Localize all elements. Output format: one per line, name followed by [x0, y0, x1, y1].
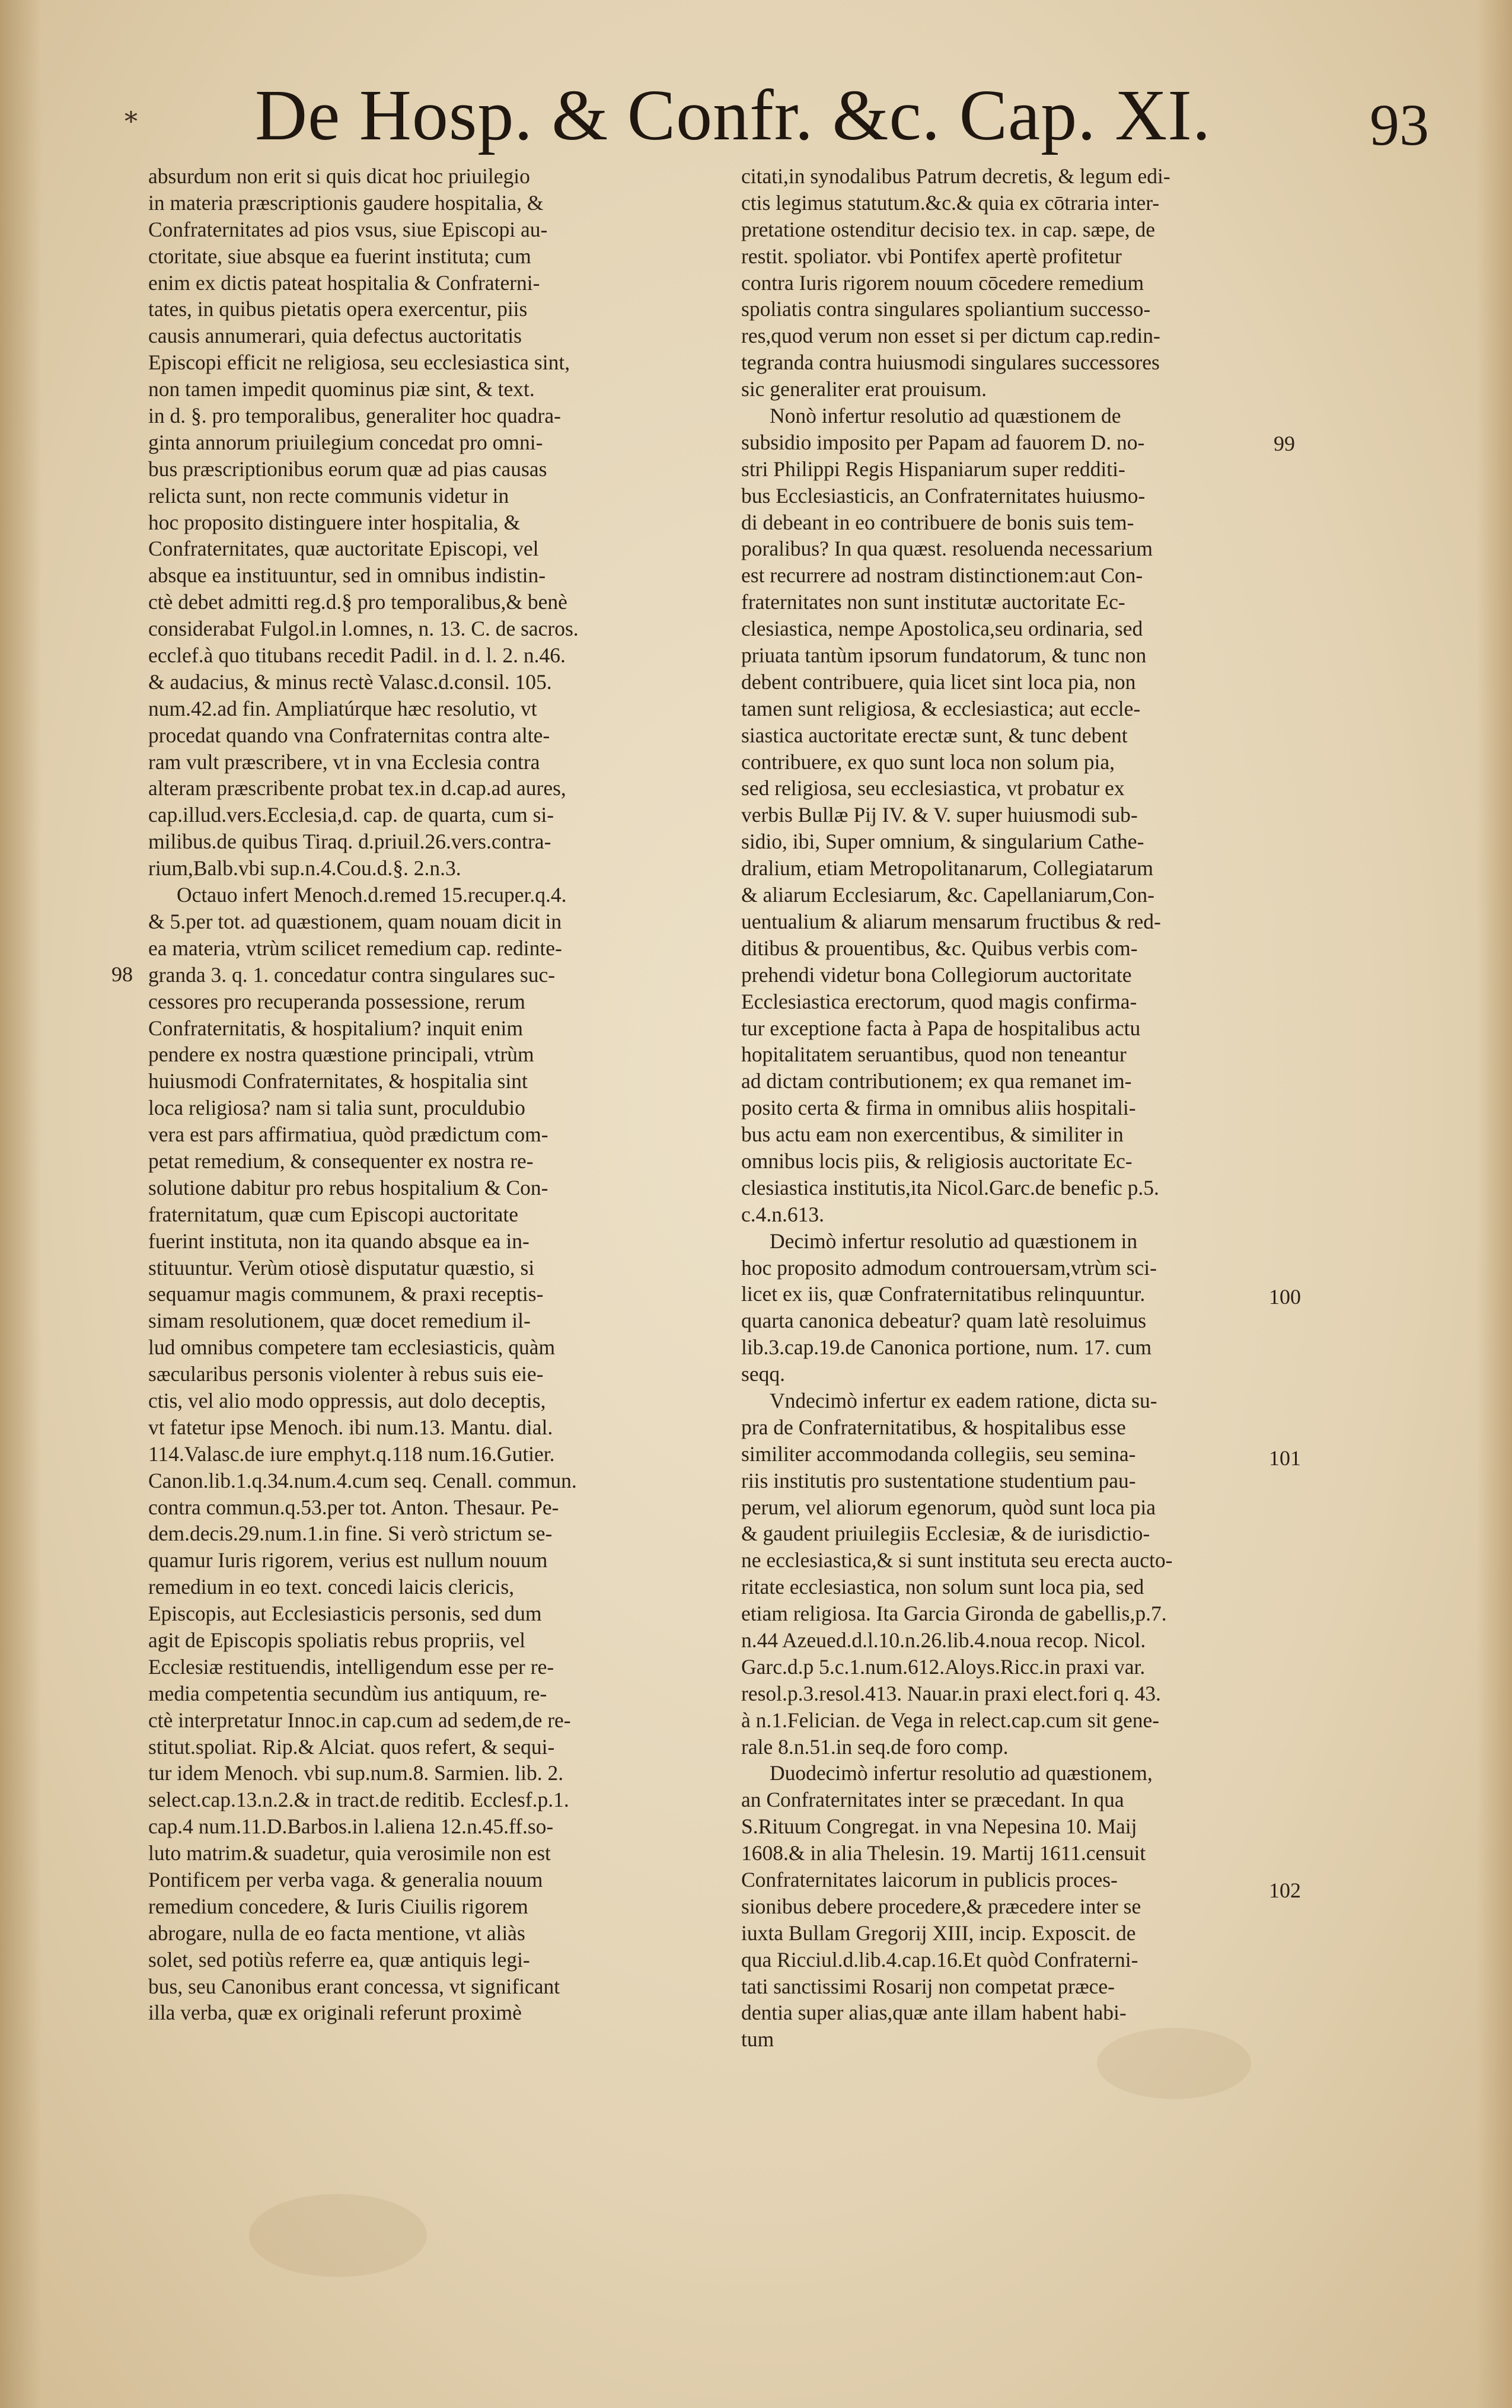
text-line: Episcopi efficit ne religiosa, seu ecclesiastica sint, — [148, 350, 570, 375]
text-line: remedium in eo text. concedi laicis clericis, — [148, 1575, 515, 1599]
text-line: ginta annorum priuilegium concedat pro omni- — [148, 430, 543, 454]
text-line: sequamur magis communem, & praxi receptis- — [148, 1282, 544, 1306]
text-line: enim ex dictis pateat hospitalia & Confraterni- — [148, 270, 540, 295]
text-line: lib.3.cap.19.de Canonica portione, num. 17. cum — [741, 1335, 1152, 1360]
running-title: De Hosp. & Confr. &c. Cap. XI. — [255, 75, 1211, 155]
page-shadow-left — [0, 0, 42, 2408]
text-line: ctè interpretatur Innoc.in cap.cum ad sedem,de re- — [148, 1708, 571, 1732]
text-line: procedat quando vna Confraternitas contra alte- — [148, 723, 550, 747]
text-line: loca religiosa? nam si talia sunt, proculdubio — [148, 1096, 525, 1120]
page-header — [119, 74, 1435, 163]
text-line: sidio, ibi, Super omnium, & singularium Cathe- — [741, 830, 1144, 854]
text-line: ad dictam contributionem; ex qua remanet im- — [741, 1069, 1132, 1093]
text-line: Confraternitatis, & hospitalium? inquit enim — [148, 1016, 523, 1040]
text-line: Nonò infertur resolutio ad quæstionem de — [770, 404, 1121, 428]
text-line: huiusmodi Confraternitates, & hospitalia sint — [148, 1069, 528, 1093]
text-line: ram vult præscribere, vt in vna Ecclesia contra — [148, 749, 540, 774]
text-line: dem.decis.29.num.1.in fine. Si verò strictum se- — [148, 1522, 553, 1546]
text-line: milibus.de quibus Tiraq. d.priuil.26.vers.contra- — [148, 830, 551, 854]
marginal-number-102: 102 — [1269, 1878, 1301, 1902]
text-line: seqq. — [741, 1362, 785, 1386]
text-line: in materia præscriptionis gaudere hospitalia, & — [148, 190, 544, 215]
page-number: 93 — [1370, 92, 1429, 158]
text-line: c.4.n.613. — [741, 1202, 825, 1226]
text-line: tati sanctissimi Rosarij non competat præce- — [741, 1974, 1115, 1998]
text-line: sic generaliter erat prouisum. — [741, 377, 987, 401]
text-line: Canon.lib.1.q.34.num.4.cum seq. Cenall. commun. — [148, 1468, 577, 1492]
page-shadow-right — [1476, 0, 1512, 2408]
text-line: spoliatis contra singulares spoliantium successo- — [741, 297, 1151, 321]
text-line: uentualium & aliarum mensarum fructibus & red- — [741, 909, 1161, 933]
text-line: stituuntur. Verùm otiosè disputatur quæstio, si — [148, 1255, 535, 1280]
text-line: ditibus & prouentibus, &c. Quibus verbis com- — [741, 936, 1138, 960]
text-line: Decimò infertur resolutio ad quæstionem in — [770, 1229, 1138, 1253]
text-line: absurdum non erit si quis dicat hoc priuilegio — [148, 164, 530, 188]
text-line: hopitalitatem seruantibus, quod non teneantur — [741, 1042, 1127, 1067]
text-line: hoc proposito distinguere inter hospitalia, & — [148, 510, 521, 534]
text-line: tum — [741, 2027, 774, 2052]
text-line: illa verba, quæ ex originali referunt proximè — [148, 2001, 522, 2025]
text-line: ea materia, vtrùm scilicet remedium cap. redinte- — [148, 936, 562, 960]
left-text-column — [148, 163, 670, 2026]
text-line: Confraternitates ad pios vsus, siue Episcopi au- — [148, 217, 548, 241]
text-line: fuerint instituta, non ita quando absque ea in- — [148, 1229, 529, 1253]
text-line: etiam religiosa. Ita Garcia Gironda de gabellis,p.7. — [741, 1602, 1167, 1626]
text-line: clesiastica, nempe Apostolica,seu ordinaria, sed — [741, 617, 1143, 641]
text-line: à n.1.Felician. de Vega in relect.cap.cum sit gene- — [741, 1708, 1160, 1732]
text-line: non tamen impedit quominus piæ sint, & text. — [148, 377, 535, 401]
text-line: sæcularibus personis violenter à rebus suis eie- — [148, 1362, 544, 1386]
text-line: pendere ex nostra quæstione principali, vtrùm — [148, 1042, 534, 1067]
text-line: priuata tantùm ipsorum fundatorum, & tunc non — [741, 643, 1147, 668]
text-line: an Confraternitates inter se præcedant. In qua — [741, 1788, 1124, 1812]
text-line: bus præscriptionibus eorum quæ ad pias causas — [148, 457, 547, 481]
text-line: dralium, etiam Metropolitanarum, Collegiatarum — [741, 856, 1154, 881]
text-line: vera est pars affirmatiua, quòd prædictum com- — [148, 1122, 548, 1147]
text-line: bus actu eam non exercentibus, & similiter in — [741, 1122, 1124, 1147]
text-line: alteram præscribente probat tex.in d.cap.ad aures, — [148, 776, 566, 800]
marginal-number-98: 98 — [111, 962, 133, 986]
text-line: & 5.per tot. ad quæstionem, quam nouam dicit in — [148, 909, 562, 933]
text-line: n.44 Azeued.d.l.10.n.26.lib.4.noua recop. Nicol. — [741, 1628, 1146, 1652]
text-line: ctoritate, siue absque ea fuerint instituta; cum — [148, 244, 531, 268]
text-line: Pontificem per verba vaga. & generalia nouum — [148, 1868, 543, 1892]
text-line: hoc proposito admodum controuersam,vtrùm sci- — [741, 1255, 1157, 1280]
text-line: tur exceptione facta à Papa de hospitalibus actu — [741, 1016, 1141, 1040]
text-line: bus, seu Canonibus erant concessa, vt significant — [148, 1974, 560, 1998]
text-line: cap.4 num.11.D.Barbos.in l.aliena 12.n.45.ff.so- — [148, 1814, 554, 1839]
text-line: considerabat Fulgol.in l.omnes, n. 13. C. de sacros. — [148, 617, 579, 641]
text-line: & aliarum Ecclesiarum, &c. Capellaniarum,Con- — [741, 883, 1154, 907]
text-line: quarta canonica debeatur? quam latè resoluimus — [741, 1309, 1147, 1333]
text-line: & audacius, & minus rectè Valasc.d.consil. 105. — [148, 669, 552, 694]
text-line: petat remedium, & consequenter ex nostra re- — [148, 1149, 534, 1173]
text-line: agit de Episcopis spoliatis rebus propriis, vel — [148, 1628, 525, 1652]
text-line: Confraternitates laicorum in publicis proces- — [741, 1868, 1118, 1892]
text-line: di debeant in eo contribuere de bonis suis tem- — [741, 510, 1134, 534]
text-line: bus Ecclesiasticis, an Confraternitates huiusmo- — [741, 483, 1146, 508]
text-line: cessores pro recuperanda possessione, rerum — [148, 989, 525, 1013]
text-line: remedium concedere, & Iuris Ciuilis rigorem — [148, 1894, 528, 1918]
text-line: relicta sunt, non recte communis videtur in — [148, 483, 509, 508]
text-line: pra de Confraternitatibus, & hospitalibus esse — [741, 1415, 1126, 1439]
text-line: ritate ecclesiastica, non solum sunt loca pia, sed — [741, 1575, 1144, 1599]
star-mark: * — [125, 107, 138, 137]
text-line: poralibus? In qua quæst. resoluenda necessarium — [741, 537, 1153, 561]
text-line: subsidio imposito per Papam ad fauorem D. no- — [741, 430, 1145, 454]
text-line: Episcopis, aut Ecclesiasticis personis, sed dum — [148, 1602, 542, 1626]
text-line: vt fatetur ipse Menoch. ibi num.13. Mantu. dial. — [148, 1415, 553, 1439]
text-line: posito certa & firma in omnibus aliis hospitali- — [741, 1096, 1136, 1120]
text-line: rium,Balb.vbi sup.n.4.Cou.d.§. 2.n.3. — [148, 856, 461, 881]
text-line: luto matrim.& suadetur, quia verosimile non est — [148, 1841, 551, 1865]
text-line: & gaudent priuilegiis Ecclesiæ, & de iurisdictio- — [741, 1522, 1150, 1546]
text-line: est recurrere ad nostram distinctionem:aut Con- — [741, 563, 1143, 588]
text-line: fraternitates non sunt institutæ auctoritate Ec- — [741, 590, 1125, 614]
text-line: cap.illud.vers.Ecclesia,d. cap. de quarta, cum si- — [148, 803, 554, 827]
text-line: 1608.& in alia Thelesin. 19. Martij 1611.censuit — [741, 1841, 1146, 1865]
text-line: Octauo infert Menoch.d.remed 15.recuper.q.4. — [177, 883, 567, 907]
text-line: abrogare, nulla de eo facta mentione, vt aliàs — [148, 1921, 525, 1945]
text-line: clesiastica institutis,ita Nicol.Garc.de benefic p.5. — [741, 1175, 1159, 1200]
right-text-column — [741, 163, 1263, 2053]
text-line: similiter accommodanda collegiis, seu semina- — [741, 1441, 1136, 1466]
text-line: absque ea instituuntur, sed in omnibus indistin- — [148, 563, 546, 588]
text-line: tates, in quibus pietatis opera exercentur, piis — [148, 297, 528, 321]
text-line: iuxta Bullam Gregorij XIII, incip. Exposcit. de — [741, 1921, 1136, 1945]
text-line: omnibus locis piis, & religiosis auctoritate Ec- — [741, 1149, 1133, 1173]
text-line: Ecclesiastica erectorum, quod magis confirma- — [741, 989, 1137, 1013]
text-line: quamur Iuris rigorem, verius est nullum nouum — [148, 1548, 548, 1573]
text-line: lud omnibus competere tam ecclesiasticis, quàm — [148, 1335, 556, 1360]
text-line: dentia super alias,quæ ante illam habent habi- — [741, 2001, 1127, 2025]
text-line: ctis legimus statutum.&c.& quia ex cōtraria inter- — [741, 190, 1160, 215]
paper-stain — [249, 2194, 427, 2277]
text-line: sionibus debere procedere,& præcedere inter se — [741, 1894, 1141, 1918]
text-line: solet, sed potiùs referre ea, quæ antiquis legi- — [148, 1947, 530, 1972]
text-line: prehendi videtur bona Collegiorum auctoritate — [741, 962, 1132, 987]
text-line: rale 8.n.51.in seq.de foro comp. — [741, 1734, 1009, 1759]
marginal-number-101: 101 — [1269, 1446, 1301, 1470]
marginal-number-100: 100 — [1269, 1285, 1301, 1309]
text-line: stri Philippi Regis Hispaniarum super redditi- — [741, 457, 1125, 481]
text-line: contribuere, ex quo sunt loca non solum pia, — [741, 749, 1115, 774]
text-line: citati,in synodalibus Patrum decretis, & legum edi- — [741, 164, 1170, 188]
text-line: select.cap.13.n.2.& in tract.de reditib. Ecclesf.p.1. — [148, 1788, 569, 1812]
text-line: in d. §. pro temporalibus, generaliter hoc quadra- — [148, 404, 561, 428]
text-line: ecclef.à quo titubans recedit Padil. in d. l. 2. n.46. — [148, 643, 566, 668]
text-line: Ecclesiæ restituendis, intelligendum esse per re- — [148, 1654, 554, 1679]
text-line: restit. spoliator. vbi Pontifex apertè profitetur — [741, 244, 1122, 268]
text-line: Vndecimò infertur ex eadem ratione, dicta su- — [770, 1388, 1157, 1412]
text-line: qua Ricciul.d.lib.4.cap.16.Et quòd Confraterni- — [741, 1947, 1138, 1972]
text-line: debent contribuere, quia licet sint loca pia, non — [741, 669, 1136, 694]
text-line: resol.p.3.resol.413. Nauar.in praxi elect.fori q. 43. — [741, 1681, 1161, 1705]
text-line: 114.Valasc.de iure emphyt.q.118 num.16.Gutier. — [148, 1441, 555, 1466]
text-line: siastica auctoritate erectæ sunt, & tunc debent — [741, 723, 1128, 747]
text-line: tamen sunt religiosa, & ecclesiastica; aut eccle- — [741, 696, 1141, 720]
text-line: sed religiosa, seu ecclesiastica, vt probatur ex — [741, 776, 1125, 800]
text-line: contra Iuris rigorem nouum cōcedere remedium — [741, 270, 1144, 295]
text-line: tegranda contra huiusmodi singulares successores — [741, 350, 1160, 375]
text-line: verbis Bullæ Pij IV. & V. super huiusmodi sub- — [741, 803, 1138, 827]
text-line: Confraternitates, quæ auctoritate Episcopi, vel — [148, 537, 539, 561]
text-line: contra commun.q.53.per tot. Anton. Thesaur. Pe- — [148, 1495, 559, 1519]
text-line: Duodecimò infertur resolutio ad quæstionem, — [770, 1761, 1153, 1785]
text-line: Garc.d.p 5.c.1.num.612.Aloys.Ricc.in praxi var. — [741, 1654, 1146, 1679]
text-line: causis annumerari, quia defectus auctoritatis — [148, 324, 522, 348]
text-line: tur idem Menoch. vbi sup.num.8. Sarmien. lib. 2. — [148, 1761, 564, 1785]
text-line: stitut.spoliat. Rip.& Alciat. quos refert, & sequi- — [148, 1734, 555, 1759]
text-line: num.42.ad fin. Ampliatúrque hæc resolutio, vt — [148, 696, 537, 720]
text-line: riis institutis pro sustentatione studentium pau- — [741, 1468, 1136, 1492]
text-line: ctè debet admitti reg.d.§ pro temporalibus,& benè — [148, 590, 567, 614]
text-line: pretatione ostenditur decisio tex. in cap. sæpe, de — [741, 217, 1155, 241]
text-line: perum, vel aliorum egenorum, quòd sunt loca pia — [741, 1495, 1156, 1519]
text-line: solutione dabitur pro rebus hospitalium & Con- — [148, 1175, 548, 1200]
text-line: simam resolutionem, quæ docet remedium il- — [148, 1309, 531, 1333]
marginal-number-99: 99 — [1274, 432, 1295, 455]
text-line: ctis, vel alio modo oppressis, aut dolo deceptis, — [148, 1388, 546, 1412]
text-line: fraternitatum, quæ cum Episcopi auctoritate — [148, 1202, 519, 1226]
text-line: S.Rituum Congregat. in vna Nepesina 10. Maij — [741, 1814, 1137, 1839]
text-line: media competentia secundùm ius antiquum, re- — [148, 1681, 547, 1705]
text-line: ne ecclesiastica,& si sunt instituta seu erecta aucto- — [741, 1548, 1173, 1573]
text-line: res,quod verum non esset si per dictum cap.redin- — [741, 324, 1160, 348]
text-line: licet ex iis, quæ Confraternitatibus relinquuntur. — [741, 1282, 1146, 1306]
text-line: granda 3. q. 1. concedatur contra singulares suc- — [148, 962, 556, 987]
